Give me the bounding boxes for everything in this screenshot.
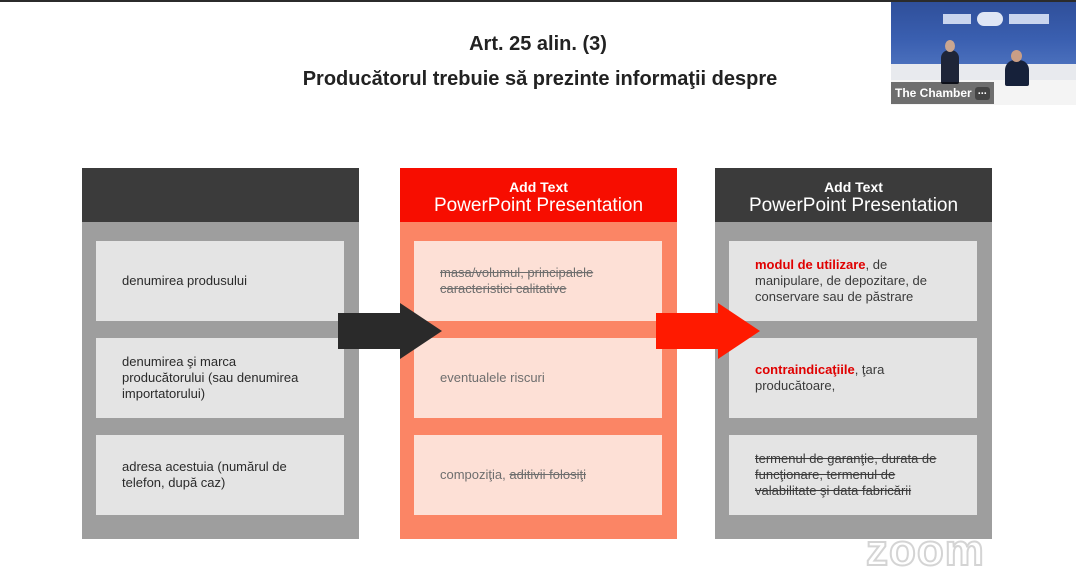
backdrop-logo-text-right (1009, 14, 1049, 24)
list-item (414, 435, 662, 515)
list-item (96, 338, 344, 418)
arrow-right-dark-icon (338, 303, 442, 359)
list-item-text-part: compoziţia, (440, 467, 510, 482)
column-left-body (82, 222, 359, 539)
column-right-header-big: PowerPoint Presentation (748, 195, 959, 216)
participant-name: The Chamber (895, 86, 972, 100)
highlight-text: modul de utilizare (755, 257, 866, 272)
list-item-text: adresa acestuia (numărul de telefon, după caz) (122, 459, 287, 490)
backdrop-logo (977, 12, 1003, 26)
participant-person-right (1005, 60, 1029, 86)
list-item-text-rest: , ţara producătoare, (755, 362, 885, 393)
column-middle-body (400, 222, 677, 539)
list-item (729, 338, 977, 418)
participant-person-left (941, 50, 959, 84)
zoom-watermark-logo: zoom (866, 526, 985, 575)
list-item-text: denumirea şi marca producătorului (sau denumirea importatorului) (122, 354, 299, 401)
column-right-header-small: Add Text (824, 179, 883, 195)
highlight-text: contraindicaţiile (755, 362, 855, 377)
arrow-right-red-icon (656, 303, 760, 359)
column-middle-header-small: Add Text (509, 179, 568, 195)
list-item-text-struck: masa/volumul, principalele caracteristici calitative (440, 265, 594, 296)
column-left-header (82, 168, 359, 222)
list-item (414, 338, 662, 418)
list-item-text-rest: , de manipulare, de depozitare, de conservare sau de păstrare (755, 257, 928, 304)
column-right-body (715, 222, 992, 539)
participant-name-label (891, 82, 994, 104)
slide-subtitle: Producătorul trebuie să prezinte informaţii despre (302, 68, 778, 90)
list-item-text-struck-part: aditivii folosiţi (509, 467, 586, 482)
list-item-text (755, 362, 951, 394)
list-item-text: denumirea produsului (122, 273, 248, 288)
list-item-text-struck: termenul de garanţie, durata de funcţionare, termenul de valabilitate şi data fabricării (755, 451, 937, 498)
column-right-header (715, 168, 992, 222)
more-options-button[interactable]: ... (975, 87, 990, 100)
list-item (729, 241, 977, 321)
list-item-text (440, 467, 586, 483)
list-item (729, 435, 977, 515)
slide-title: Art. 25 alin. (3) (469, 33, 607, 55)
participant-video-thumbnail[interactable] (891, 2, 1076, 105)
list-item (96, 241, 344, 321)
list-item (414, 241, 662, 321)
column-left (82, 168, 359, 539)
column-middle-header-big: PowerPoint Presentation (433, 195, 644, 216)
backdrop-logo-text-left (943, 14, 971, 24)
list-item-text: eventualele riscuri (440, 370, 545, 385)
column-middle-header (400, 168, 677, 222)
list-item-text (755, 257, 951, 305)
list-item (96, 435, 344, 515)
